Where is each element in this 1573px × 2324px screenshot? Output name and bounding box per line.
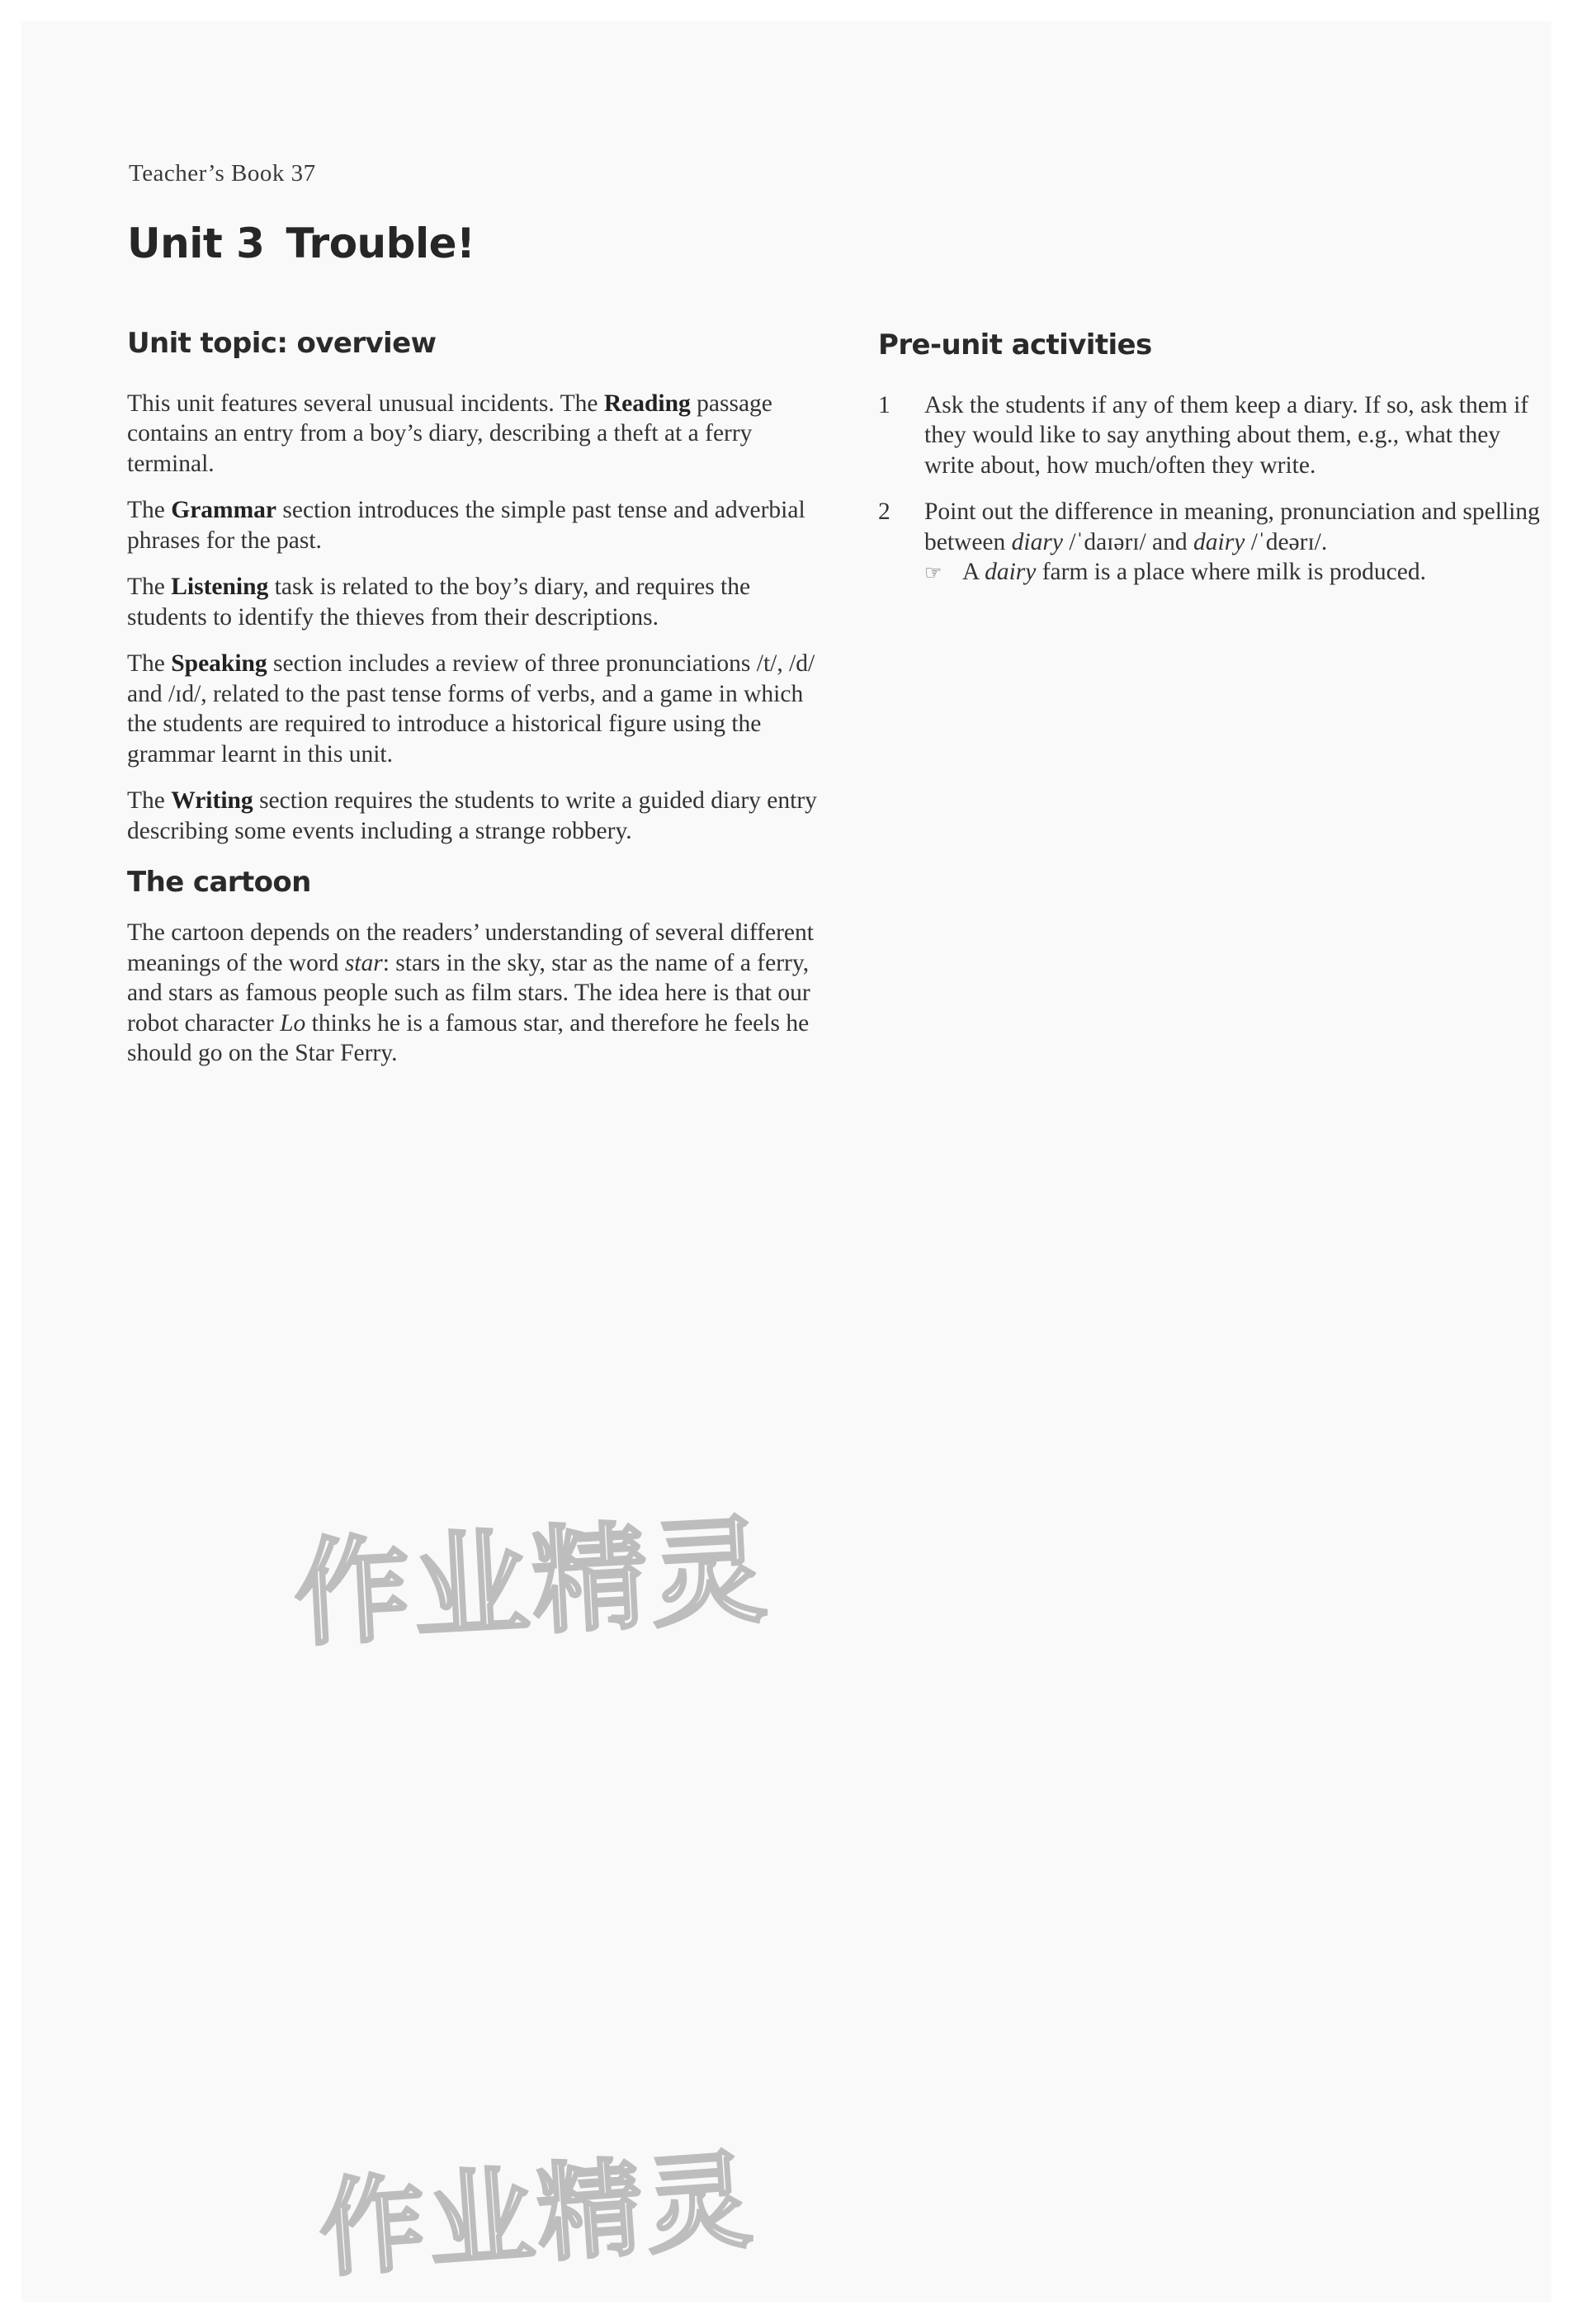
page-sheet (21, 21, 1552, 2303)
cartoon-paragraph: The cartoon depends on the readers’ understanding of several different meanings of the word star: stars in the sky, star as the name of a ferry, and stars as famous people such as film stars. The idea here is that our robot character Lo thinks he is a famous star, and therefore he feels he should go on the Star Ferry. (127, 919, 814, 1067)
overview-listening-paragraph: The Listening task is related to the boy’s diary, and requires the students to identify the thieves from their descriptions. (127, 574, 751, 631)
activity-item-2 (878, 497, 1555, 589)
cartoon-heading: The cartoon (127, 866, 311, 900)
pointing-hand-icon: ☞ (924, 563, 942, 585)
note-line (924, 557, 1555, 589)
overview-heading: Unit topic: overview (127, 327, 437, 360)
activity-item-1 (878, 390, 1555, 481)
activity-number: 2 (878, 498, 890, 526)
activity-text: Ask the students if any of them keep a diary. If so, ask them if they would like to say anything about them, e.g., what they write about, how much/often they write. (924, 391, 1529, 479)
unit-name: Trouble! (286, 220, 475, 267)
note-text: A dairy farm is a place where milk is produced. (962, 559, 1426, 586)
watermark: 作业精灵 (315, 2138, 759, 2293)
activity-number: 1 (878, 391, 890, 418)
watermark: 作业精灵 (291, 1504, 773, 1663)
overview-speaking-paragraph: The Speaking section includes a review of three pronunciations /t/, /d/ and /ɪd/, related to the past tense forms of verbs, and a game in which the students are required to introduce a historical figure using the grammar learnt in this unit. (127, 650, 815, 768)
overview-writing-paragraph: The Writing section requires the students to write a guided diary entry describing some events including a strange robbery. (127, 787, 817, 844)
overview-grammar-paragraph: The Grammar section introduces the simple past tense and adverbial phrases for the past. (127, 497, 805, 554)
left-column (127, 327, 820, 1085)
book-page-reference: Teacher’s Book 37 (129, 160, 316, 187)
unit-number: Unit 3 (127, 220, 265, 267)
unit-title (127, 220, 475, 267)
activity-text: Point out the difference in meaning, pronunciation and spelling between diary /ˈdaɪərɪ/ and dairy /ˈdeərɪ/. ☞ A dairy farm is a place where milk is produced. (924, 497, 1555, 589)
pre-unit-heading: Pre-unit activities (878, 328, 1152, 361)
overview-reading-paragraph: This unit features several unusual incidents. The Reading passage contains an entry from a boy’s diary, describing a theft at a ferry terminal. (127, 390, 772, 477)
right-column (878, 328, 1555, 606)
